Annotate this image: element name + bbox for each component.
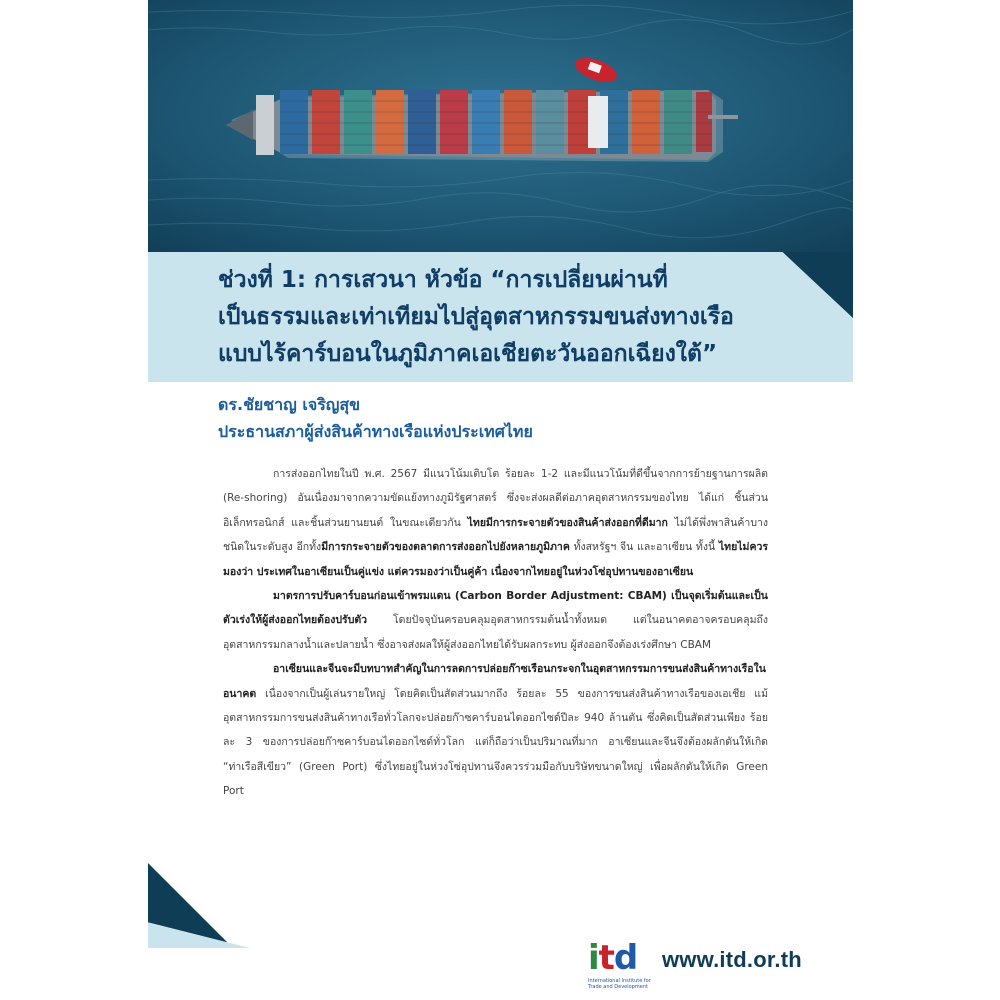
article-body xyxy=(223,462,768,804)
session-title xyxy=(218,262,808,373)
text-run: การส่งออกไทยในปี พ.ศ. 2567 มีแนวโน้มเติบโต ร้อยละ 1-2 และมีแนวโน้มที่ดีขึ้นจากการย้ายฐานการผลิต (Re-shoring) xyxy=(223,468,768,505)
speaker-block xyxy=(218,391,533,445)
paragraph xyxy=(223,462,768,584)
website-url[interactable]: www.itd.or.th xyxy=(662,947,802,972)
paragraph xyxy=(223,584,768,657)
title-line: ช่วงที่ 1: การเสวนา หัวข้อ “การเปลี่ยนผ่านที่ xyxy=(218,267,668,293)
text-run: อันเนื่องมาจากความขัดแย้งทางภูมิรัฐศาสตร์ ซึ่งจะส่งผลดีต่อภาคอุตสาหกรรมของไทย ได้แก่ ชิ้นส่วนอิเล็กทรอนิกส์ และชิ้นส่วนยานยนต์ ในขณะเดียวกัน xyxy=(223,492,768,529)
logo-mark: itd xyxy=(588,938,638,978)
speaker-name: ดร.ชัยชาญ เจริญสุข xyxy=(218,395,361,414)
bold-text: มีการกระจายตัวของตลาดการส่งออกไปยังหลายภูมิภาค xyxy=(321,541,570,554)
bold-text: ไทยไม่ควรมองว่า ประเทศในอาเซียนเป็นคู่แข่ง แต่ควรมองว่าเป็นคู่ค้า เนื่องจากไทยอยู่ในห่วงโซ่อุปทานของอาเซียน xyxy=(223,541,769,578)
text-run: เนื่องจากเป็นผู้เล่นรายใหญ่ โดยคิดเป็นสัดส่วนมากถึง ร้อยละ 55 ของการขนส่งสินค้าทางเรือของเอเชีย แม้อุตสาหกรรมการขนส่งสินค้าทางเรือทั่วโลกจะปล่อยก๊าซคาร์บอนไดออกไซด์ปีละ 940 ล้านตัน ซึ่งคิดเป็นสัดส่วนเพียง ร้อยละ 3 ของการปล่อยก๊าซคาร์บอนไดออกไซด์ทั่วโลก แต่ก็ถือว่าเป็นปริมาณที่มาก อาเซียนและจีนจึงต้องผลักดันให้เกิด “ท่าเรือสีเขียว” (Green Port) ซึ่งไทยอยู่ในห่วงโซ่อุปทานจึงควรร่วมมือกับบริษัทขนาดใหญ่ เพื่อผลักดันให้เกิด Green Port xyxy=(223,687,768,798)
text-run: ทั้งสหรัฐฯ จีน และอาเซียน ทั้งนี้ xyxy=(569,541,719,554)
cargo-ship-photo xyxy=(148,0,853,252)
paragraph xyxy=(223,657,768,803)
bold-text: ไทยมีการกระจายตัวของสินค้าส่งออกที่ดีมาก xyxy=(467,516,668,529)
text-run: ไม่ได้พึ่งพาสินค้าบางชนิดในระดับสูง อีกทั้ง xyxy=(223,516,769,554)
speaker-position: ประธานสภาผู้ส่งสินค้าทางเรือแห่งประเทศไทย xyxy=(218,422,533,441)
bold-text: อาเซียนและจีนจะมีบทบาทสำคัญในการลดการปล่อยก๊าซเรือนกระจกในอุตสาหกรรมการขนส่งสินค้าทางเรือในอนาคต xyxy=(223,663,766,700)
bold-text: มาตรการปรับคาร์บอนก่อนเข้าพรมแดน (Carbon Border Adjustment: CBAM) เป็นจุดเริ่มต้นและเป็นตัวเร่งให้ผู้ส่งออกไทยต้องปรับตัว xyxy=(223,590,768,627)
itd-logo xyxy=(588,940,658,1000)
title-line: แบบไร้คาร์บอนในภูมิภาคเอเชียตะวันออกเฉียงใต้” xyxy=(218,341,718,367)
title-line: เป็นธรรมและเท่าเทียมไปสู่อุตสาหกรรมขนส่งทางเรือ xyxy=(218,304,734,330)
text-run: โดยปัจจุบันครอบคลุมอุตสาหกรรมต้นน้ำทั้งหมด แต่ในอนาคตอาจครอบคลุมถึงอุตสาหกรรมกลางน้ำและปลายน้ำ ซึ่งอาจส่งผลให้ผู้ส่งออกไทยได้รับผลกระทบ ผู้ส่งออกจึงต้องเร่งศึกษา CBAM xyxy=(223,614,768,651)
logo-subtitle: International Institute for Trade and Development xyxy=(588,978,651,990)
